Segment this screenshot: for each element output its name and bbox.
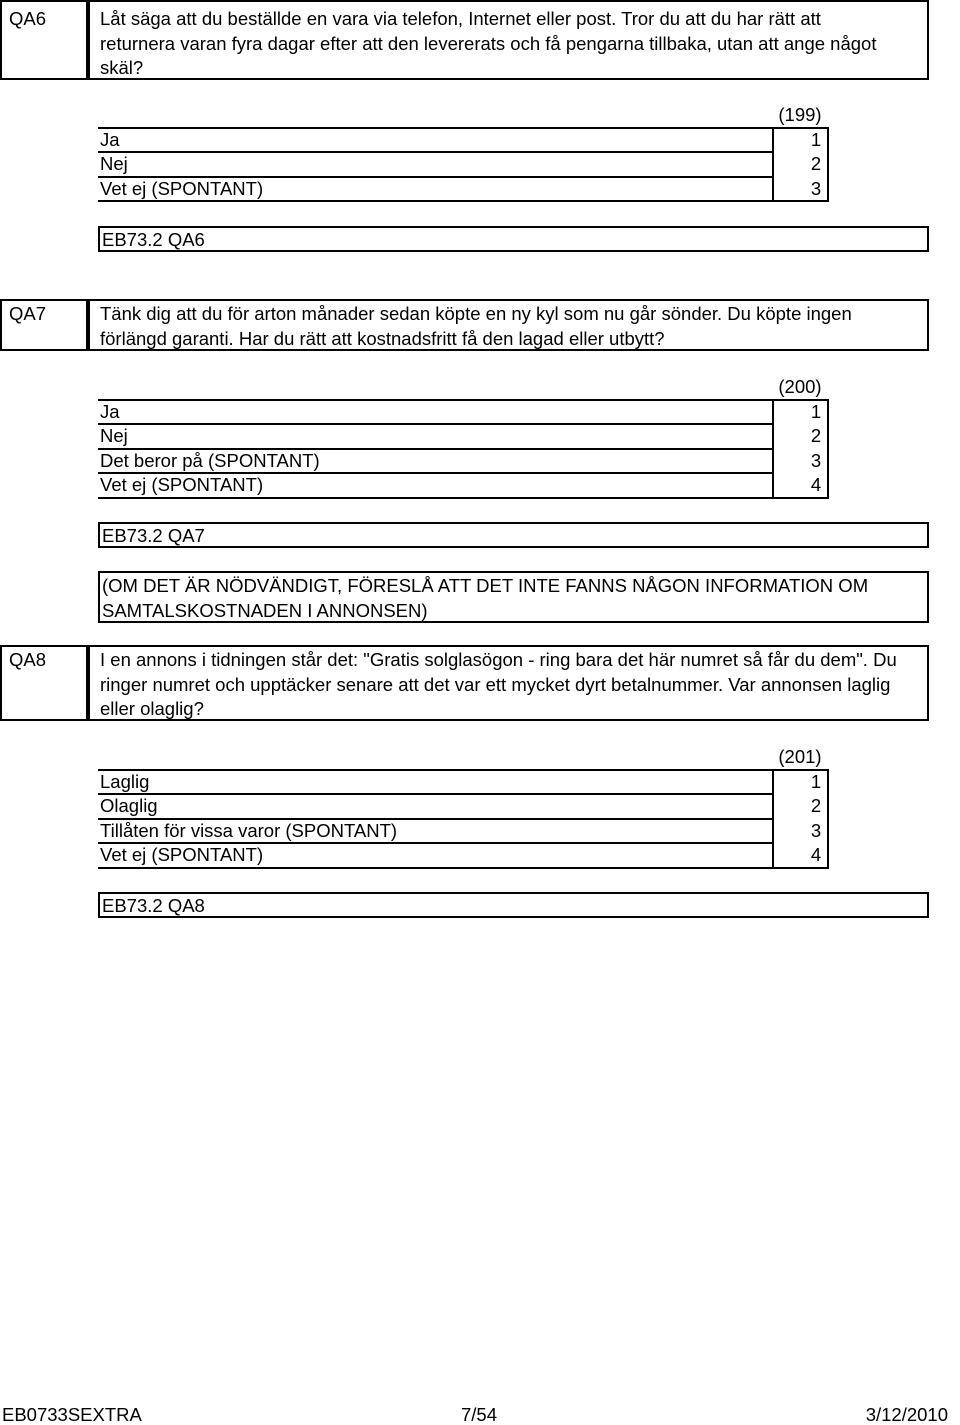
qa6-option-label: Nej (100, 153, 128, 174)
qa6-id-box (0, 0, 88, 80)
qa6-question-box (88, 0, 929, 80)
qa7-option-label: Ja (100, 401, 120, 422)
qa7-option-code: 1 (810, 401, 822, 422)
qa7-id-box (0, 299, 88, 351)
qa8-question-text: I en annons i tidningen står det: "Gratis solglasögon - ring bara det här numret så får du dem". Du ringer numret och upptäcker senare att det var ett mycket dyrt betalnummer. Var annonsen laglig eller olaglig? (100, 649, 897, 719)
qa8-id: QA8 (9, 649, 47, 670)
qa6-option-code: 3 (810, 178, 822, 199)
qa6-question-text: Låt säga att du beställde en vara via telefon, Internet eller post. Tror du att du har rätt att returnera varan fyra dagar efter att den levererats och få pengarna tillbaka, utan att ange något skäl? (100, 8, 877, 78)
footer-document-id: EB0733SEXTRA (2, 1404, 142, 1425)
qa8-id-box (0, 645, 88, 721)
qa6-variable-number: (199) (778, 104, 822, 125)
qa6-option-code: 2 (810, 153, 822, 174)
qa8-option-code: 4 (810, 844, 822, 865)
qa8-option-code: 3 (810, 820, 822, 841)
qa7-question-text: Tänk dig att du för arton månader sedan köpte en ny kyl som nu går sönder. Du köpte ingen förlängd garanti. Har du rätt att kostnadsfritt få den lagad eller utbytt? (100, 303, 852, 349)
qa8-option-label: Tillåten för vissa varor (SPONTANT) (100, 820, 398, 841)
qa7-option-label: Det beror på (SPONTANT) (100, 450, 320, 471)
qa6-option-code: 1 (810, 129, 822, 150)
footer-page-number: 7/54 (461, 1404, 498, 1425)
qa8-instruction-text: (OM DET ÄR NÖDVÄNDIGT, FÖRESLÅ ATT DET INTE FANNS NÅGON INFORMATION OM SAMTALSKOSTNADEN I ANNONSEN) (102, 575, 869, 621)
qa8-option-code: 2 (810, 795, 822, 816)
qa7-reference-box (98, 522, 929, 548)
qa6-option-label: Vet ej (SPONTANT) (100, 178, 264, 199)
qa8-reference-box (98, 892, 929, 918)
qa7-option-label: Nej (100, 425, 128, 446)
qa6-reference-box (98, 226, 929, 252)
qa7-option-code: 2 (810, 425, 822, 446)
qa7-option-label: Vet ej (SPONTANT) (100, 474, 264, 495)
qa8-instruction-box (98, 571, 929, 623)
qa7-option-code: 3 (810, 450, 822, 471)
qa7-variable-number: (200) (778, 376, 822, 397)
qa6-reference: EB73.2 QA6 (102, 229, 205, 250)
qa8-variable-number: (201) (778, 746, 822, 767)
qa7-reference: EB73.2 QA7 (102, 525, 205, 546)
qa6-option-label: Ja (100, 129, 120, 150)
qa8-option-label: Laglig (100, 771, 150, 792)
qa7-option-code: 4 (810, 474, 822, 495)
qa8-reference: EB73.2 QA8 (102, 895, 205, 916)
qa8-option-label: Olaglig (100, 795, 158, 816)
qa8-question-box (88, 645, 929, 721)
qa8-option-label: Vet ej (SPONTANT) (100, 844, 264, 865)
footer-date: 3/12/2010 (865, 1404, 948, 1425)
qa7-id: QA7 (9, 303, 47, 324)
qa6-id: QA6 (9, 8, 47, 29)
qa7-question-box (88, 299, 929, 351)
qa8-option-code: 1 (810, 771, 822, 792)
